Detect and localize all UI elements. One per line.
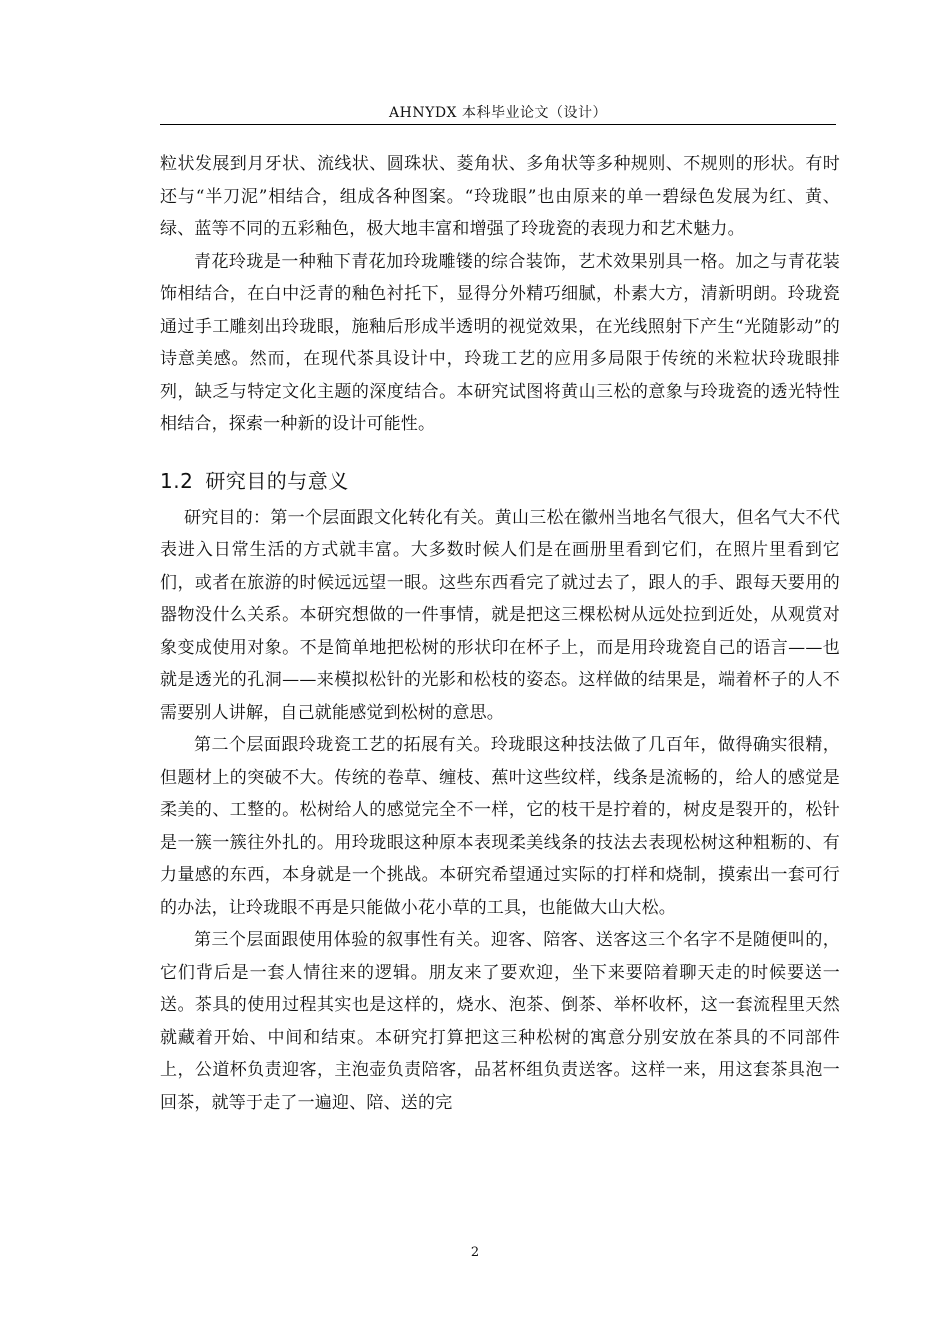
section-heading — [160, 466, 840, 496]
paragraph-third-level: 第三个层面跟使用体验的叙事性有关。迎客、陪客、送客这三个名字不是随便叫的，它们背后是一套人情往来的逻辑。朋友来了要欢迎，坐下来要陪着聊天走的时候要送一送。茶具的使用过程其实也是这样的，烧水、泡茶、倒茶、举杯收杯，这一套流程里天然就藏着开始、中间和结束。本研究打算把这三种松树的寓意分别安放在茶具的不同部件上，公道杯负责迎客，主泡壶负责陪客，品茗杯组负责送客。这样一来，用这套茶具泡一回茶，就等于走了一遍迎、陪、送的完 — [160, 930, 840, 1113]
paragraph-qinghua-linglong: 青花玲珑是一种釉下青花加玲珑雕镂的综合装饰，艺术效果别具一格。加之与青花装饰相结合，在白中泛青的釉色衬托下，显得分外精巧细腻，朴素大方，清新明朗。玲珑瓷通过手工雕刻出玲珑眼，施釉后形成半透明的视觉效果，在光线照射下产生“光随影动”的诗意美感。然而，在现代茶具设计中，玲珑工艺的应用多局限于传统的米粒状玲珑眼排列，缺乏与特定文化主题的深度结合。本研究试图将黄山三松的意象与玲珑瓷的透光特性相结合，探索一种新的设计可能性。 — [160, 251, 840, 434]
paragraph-second-level: 第二个层面跟玲珑瓷工艺的拓展有关。玲珑眼这种技法做了几百年，做得确实很精，但题材上的突破不大。传统的卷草、缠枝、蕉叶这些纹样，线条是流畅的，给人的感觉是柔美的、工整的。松树给人的感觉完全不一样，它的枝干是拧着的，树皮是裂开的，松针是一簇一簇往外扎的。用玲珑眼这种原本表现柔美线条的技法去表现松树这种粗粝的、有力量感的东西，本身就是一个挑战。本研究希望通过实际的打样和烧制，摸索出一套可行的办法，让玲珑眼不再是只能做小花小草的工具，也能做大山大松。 — [160, 735, 840, 918]
paragraph-research-purpose: 研究目的：第一个层面跟文化转化有关。黄山三松在徽州当地名气很大，但名气大不代表进入日常生活的方式就丰富。大多数时候人们是在画册里看到它们，在照片里看到它们，或者在旅游的时候远远望一眼。这些东西看完了就过去了，跟人的手、跟每天要用的器物没什么关系。本研究想做的一件事情，就是把这三棵松树从远处拉到近处，从观赏对象变成使用对象。不是简单地把松树的形状印在杯子上，而是用玲珑瓷自己的语言——也就是透光的孔洞——来模拟松针的光影和松枝的姿态。这样做的结果是，端着杯子的人不需要别人讲解，自己就能感觉到松树的意思。 — [160, 507, 840, 723]
page-body — [160, 148, 840, 1119]
section-number: 1.2 — [160, 468, 194, 493]
running-header: AHNYDX 本科毕业论文（设计） — [389, 105, 607, 121]
paragraph-continuation: 粒状发展到月牙状、流线状、圆珠状、菱角状、多角状等多种规则、不规则的形状。有时还与“半刀泥”相结合，组成各种图案。“玲珑眼”也由原来的单一碧绿色发展为红、黄、绿、蓝等不同的五彩釉色，极大地丰富和增强了玲珑瓷的表现力和艺术魅力。 — [160, 154, 840, 239]
header-rule — [160, 124, 836, 125]
section-title: 研究目的与意义 — [205, 468, 349, 493]
page-number: 2 — [470, 1245, 480, 1260]
